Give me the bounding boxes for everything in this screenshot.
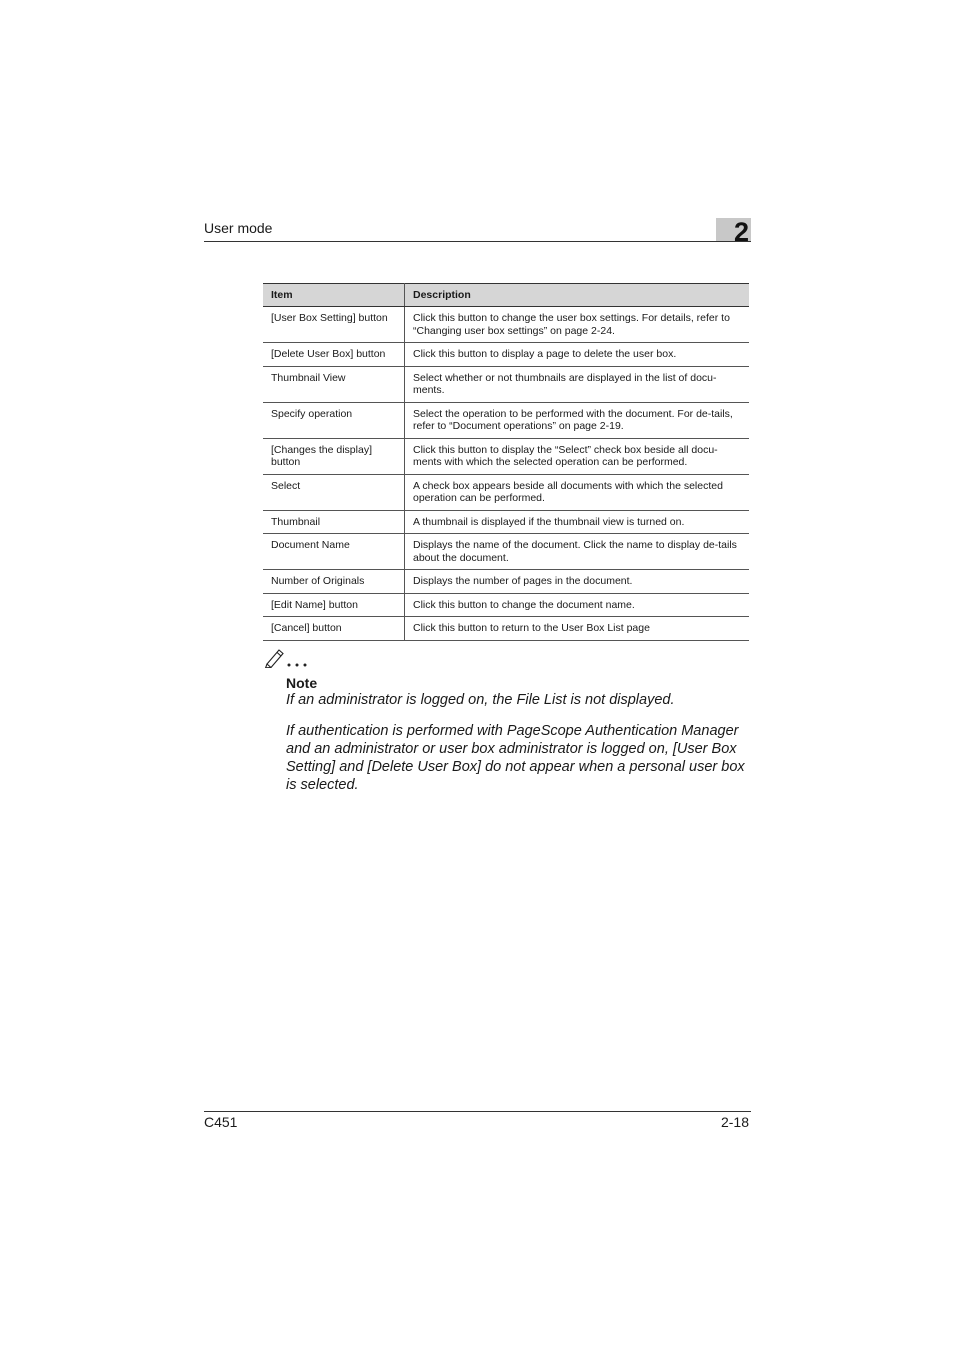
table-cell-description: Click this button to display a page to delete the user box. (405, 343, 750, 367)
note-paragraph: If authentication is performed with PageScope Authentication Manager and an administrator or user box administrator is logged on, [User Box Setting] and [Delete User Box] do not appear when a personal user box is selected. (286, 723, 745, 793)
item-description-table (263, 283, 749, 641)
column-header-item: Item (263, 284, 405, 307)
table-cell-item: Select (263, 474, 405, 510)
column-header-description: Description (405, 284, 750, 307)
table-row (263, 534, 749, 570)
table-row (263, 570, 749, 594)
table-row (263, 510, 749, 534)
footer-rule (204, 1111, 751, 1112)
table-row (263, 366, 749, 402)
table-row (263, 593, 749, 617)
table-cell-description: Select the operation to be performed with the document. For de-tails, refer to “Document operations” on page 2-19. (405, 402, 750, 438)
table-cell-description: Select whether or not thumbnails are displayed in the list of docu-ments. (405, 366, 750, 402)
note-paragraph: If an administrator is logged on, the File List is not displayed. (286, 692, 675, 708)
table-header-row (263, 284, 749, 307)
table-cell-item: Thumbnail (263, 510, 405, 534)
table-cell-item: [Cancel] button (263, 617, 405, 641)
table-cell-item: Document Name (263, 534, 405, 570)
table-row (263, 474, 749, 510)
table-cell-description: A thumbnail is displayed if the thumbnail view is turned on. (405, 510, 750, 534)
table-cell-item: Thumbnail View (263, 366, 405, 402)
header-rule (204, 241, 751, 242)
table-cell-item: [Changes the display] button (263, 438, 405, 474)
table-cell-description: Click this button to return to the User Box List page (405, 617, 750, 641)
footer-page-number: 2-18 (720, 1114, 749, 1130)
table-row (263, 402, 749, 438)
chapter-number: 2 (733, 217, 749, 247)
table-row (263, 617, 749, 641)
note-label: Note (286, 675, 318, 691)
table-cell-description: Click this button to display the “Select” check box beside all docu-ments with which the selected operation can be performed. (405, 438, 750, 474)
pencil-icon (264, 646, 312, 668)
table-cell-description: Click this button to change the document name. (405, 593, 750, 617)
footer-model: C451 (204, 1114, 238, 1130)
header-title: User mode (204, 220, 273, 236)
table-cell-item: Specify operation (263, 402, 405, 438)
chapter-tab (716, 217, 751, 247)
table-cell-item: [Delete User Box] button (263, 343, 405, 367)
table-cell-item: [User Box Setting] button (263, 307, 405, 343)
table-cell-description: Click this button to change the user box settings. For details, refer to “Changing user box settings” on page 2-24. (405, 307, 750, 343)
table-cell-item: [Edit Name] button (263, 593, 405, 617)
table-row (263, 438, 749, 474)
table-cell-description: Displays the name of the document. Click the name to display de-tails about the document. (405, 534, 750, 570)
table-row (263, 343, 749, 367)
table-cell-description: Displays the number of pages in the document. (405, 570, 750, 594)
table-row (263, 307, 749, 343)
table-cell-item: Number of Originals (263, 570, 405, 594)
table-cell-description: A check box appears beside all documents with which the selected operation can be performed. (405, 474, 750, 510)
